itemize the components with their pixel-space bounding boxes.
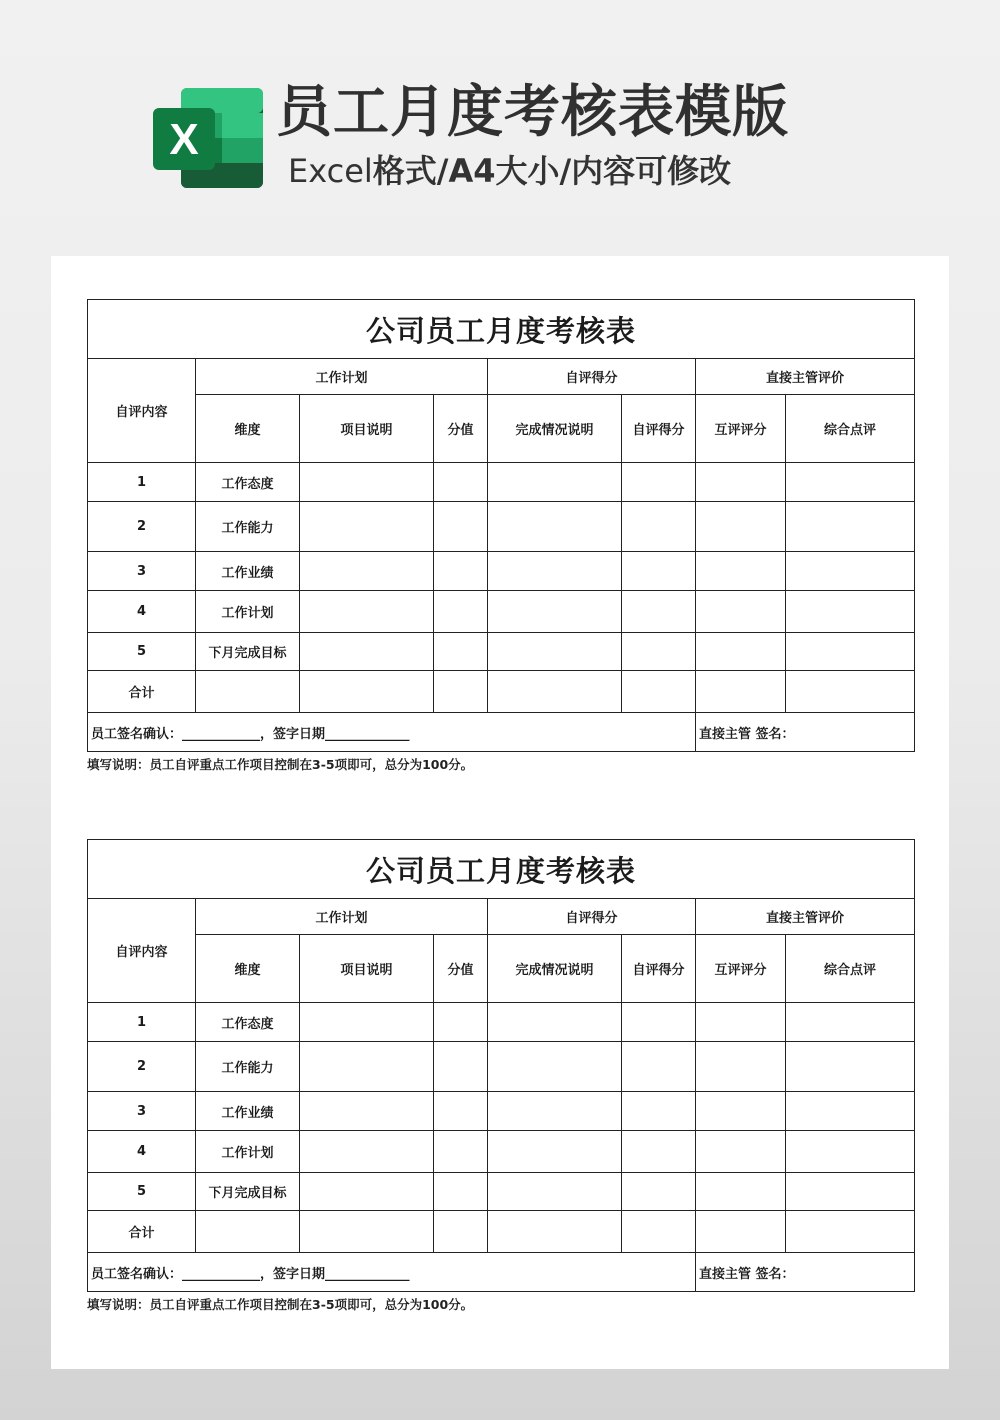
supervisor-signature[interactable]: 直接主管 签名：	[696, 713, 915, 752]
cell-overall[interactable]	[786, 1003, 915, 1042]
cell-self-score[interactable]	[622, 502, 696, 552]
cell-points[interactable]	[434, 1042, 488, 1092]
cell-points[interactable]	[434, 1173, 488, 1211]
employee-signature[interactable]: 员工签名确认：____________，签字日期_____________	[88, 713, 696, 752]
cell-points[interactable]	[434, 633, 488, 671]
row-number: 3	[88, 1092, 196, 1131]
row-number: 1	[88, 1003, 196, 1042]
table-row	[88, 1003, 915, 1042]
employee-signature[interactable]: 员工签名确认：____________，签字日期_____________	[88, 1253, 696, 1292]
cell-item-desc[interactable]	[300, 502, 434, 552]
header-work-plan: 工作计划	[196, 899, 488, 935]
row-number: 4	[88, 591, 196, 633]
header-peer-score: 互评评分	[696, 395, 786, 463]
cell-completion[interactable]	[488, 633, 622, 671]
header-peer-score: 互评评分	[696, 935, 786, 1003]
total-label: 合计	[88, 671, 196, 713]
cell-completion[interactable]	[488, 463, 622, 502]
header-overall: 综合点评	[786, 935, 915, 1003]
appraisal-table	[87, 299, 915, 752]
cell-peer-score[interactable]	[696, 1092, 786, 1131]
cell-self-score[interactable]	[622, 1092, 696, 1131]
header-self-score: 自评得分	[622, 935, 696, 1003]
form-title: 公司员工月度考核表	[88, 300, 915, 359]
cell-points[interactable]	[434, 591, 488, 633]
fill-instructions: 填写说明：员工自评重点工作项目控制在3-5项即可，总分为100分。	[87, 757, 474, 772]
table-row	[88, 463, 915, 502]
row-number: 2	[88, 1042, 196, 1092]
row-dimension: 工作业绩	[196, 552, 300, 591]
cell-self-score[interactable]	[622, 1003, 696, 1042]
cell-item-desc[interactable]	[300, 1003, 434, 1042]
cell-self-score[interactable]	[622, 463, 696, 502]
row-dimension: 工作能力	[196, 502, 300, 552]
total-row	[88, 1211, 915, 1253]
subtitle-details: 格式/A4大小/内容可修改	[372, 152, 732, 190]
cell-points[interactable]	[434, 463, 488, 502]
header-item-desc: 项目说明	[300, 395, 434, 463]
cell-completion[interactable]	[488, 591, 622, 633]
supervisor-signature[interactable]: 直接主管 签名：	[696, 1253, 915, 1292]
header-self-score-group: 自评得分	[488, 899, 696, 935]
header-completion: 完成情况说明	[488, 935, 622, 1003]
appraisal-table	[87, 839, 915, 1292]
cell-points[interactable]	[434, 502, 488, 552]
table-row	[88, 633, 915, 671]
cell-overall[interactable]	[786, 1131, 915, 1173]
row-dimension: 工作态度	[196, 463, 300, 502]
cell-peer-score[interactable]	[696, 463, 786, 502]
header-self-score-group: 自评得分	[488, 359, 696, 395]
cell-item-desc[interactable]	[300, 1092, 434, 1131]
header-supervisor-eval: 直接主管评价	[696, 359, 915, 395]
document-paper	[51, 256, 949, 1369]
cell-completion[interactable]	[488, 1173, 622, 1211]
cell-item-desc[interactable]	[300, 463, 434, 502]
row-dimension: 工作计划	[196, 591, 300, 633]
cell-peer-score[interactable]	[696, 671, 786, 713]
cell-completion[interactable]	[488, 552, 622, 591]
cell-item-desc[interactable]	[300, 1173, 434, 1211]
table-row	[88, 1042, 915, 1092]
row-number: 5	[88, 1173, 196, 1211]
row-number: 2	[88, 502, 196, 552]
row-dimension: 工作能力	[196, 1042, 300, 1092]
cell-peer-score[interactable]	[696, 1211, 786, 1253]
cell-points[interactable]	[434, 1211, 488, 1253]
signature-row	[88, 1253, 915, 1292]
header-points: 分值	[434, 395, 488, 463]
cell-peer-score[interactable]	[696, 1173, 786, 1211]
cell-peer-score[interactable]	[696, 591, 786, 633]
cell-overall[interactable]	[786, 633, 915, 671]
cell-completion[interactable]	[488, 1211, 622, 1253]
total-row	[88, 671, 915, 713]
cell-overall[interactable]	[786, 552, 915, 591]
cell-self-score[interactable]	[622, 552, 696, 591]
cell-completion[interactable]	[488, 1131, 622, 1173]
table-row	[88, 502, 915, 552]
cell-points[interactable]	[434, 1092, 488, 1131]
excel-icon	[153, 88, 263, 188]
table-row	[88, 552, 915, 591]
cell-item-desc[interactable]	[300, 671, 434, 713]
table-row	[88, 1131, 915, 1173]
row-number: 3	[88, 552, 196, 591]
header-dimension: 维度	[196, 395, 300, 463]
table-row	[88, 1092, 915, 1131]
row-dimension: 工作态度	[196, 1003, 300, 1042]
row-number: 5	[88, 633, 196, 671]
cell-points[interactable]	[434, 1003, 488, 1042]
cell-overall[interactable]	[786, 1173, 915, 1211]
cell-overall[interactable]	[786, 671, 915, 713]
row-dimension: 工作计划	[196, 1131, 300, 1173]
cell-peer-score[interactable]	[696, 502, 786, 552]
cell-total-dimension[interactable]	[196, 1211, 300, 1253]
header-self-score: 自评得分	[622, 395, 696, 463]
cell-overall[interactable]	[786, 502, 915, 552]
cell-completion[interactable]	[488, 1092, 622, 1131]
header-self-eval-content: 自评内容	[88, 899, 196, 1003]
cell-overall[interactable]	[786, 1092, 915, 1131]
cell-item-desc[interactable]	[300, 1131, 434, 1173]
row-number: 1	[88, 463, 196, 502]
header-work-plan: 工作计划	[196, 359, 488, 395]
cell-item-desc[interactable]	[300, 552, 434, 591]
row-number: 4	[88, 1131, 196, 1173]
subtitle-excel: Excel	[288, 152, 373, 190]
cell-self-score[interactable]	[622, 633, 696, 671]
cell-points[interactable]	[434, 671, 488, 713]
row-dimension: 下月完成目标	[196, 633, 300, 671]
page-header	[0, 0, 1000, 250]
header-completion: 完成情况说明	[488, 395, 622, 463]
cell-overall[interactable]	[786, 591, 915, 633]
cell-overall[interactable]	[786, 1042, 915, 1092]
row-dimension: 下月完成目标	[196, 1173, 300, 1211]
table-row	[88, 1173, 915, 1211]
excel-logo-letter: X	[169, 115, 199, 164]
cell-points[interactable]	[434, 1131, 488, 1173]
cell-peer-score[interactable]	[696, 633, 786, 671]
cell-overall[interactable]	[786, 1211, 915, 1253]
cell-self-score[interactable]	[622, 1042, 696, 1092]
page-title: 员工月度考核表模版	[276, 80, 789, 145]
cell-self-score[interactable]	[622, 671, 696, 713]
cell-item-desc[interactable]	[300, 1042, 434, 1092]
header-dimension: 维度	[196, 935, 300, 1003]
cell-peer-score[interactable]	[696, 1042, 786, 1092]
cell-total-dimension[interactable]	[196, 671, 300, 713]
appraisal-form-2	[87, 839, 914, 1314]
page-subtitle	[288, 148, 988, 194]
cell-item-desc[interactable]	[300, 633, 434, 671]
cell-item-desc[interactable]	[300, 591, 434, 633]
header-self-eval-content: 自评内容	[88, 359, 196, 463]
total-label: 合计	[88, 1211, 196, 1253]
cell-item-desc[interactable]	[300, 1211, 434, 1253]
header-overall: 综合点评	[786, 395, 915, 463]
cell-points[interactable]	[434, 552, 488, 591]
cell-self-score[interactable]	[622, 1131, 696, 1173]
form-title: 公司员工月度考核表	[88, 840, 915, 899]
cell-peer-score[interactable]	[696, 552, 786, 591]
header-supervisor-eval: 直接主管评价	[696, 899, 915, 935]
table-row	[88, 591, 915, 633]
cell-completion[interactable]	[488, 502, 622, 552]
fill-instructions: 填写说明：员工自评重点工作项目控制在3-5项即可，总分为100分。	[87, 1297, 474, 1312]
header-points: 分值	[434, 935, 488, 1003]
row-dimension: 工作业绩	[196, 1092, 300, 1131]
cell-self-score[interactable]	[622, 1173, 696, 1211]
cell-peer-score[interactable]	[696, 1003, 786, 1042]
appraisal-form-1	[87, 299, 914, 774]
header-item-desc: 项目说明	[300, 935, 434, 1003]
cell-completion[interactable]	[488, 1042, 622, 1092]
cell-self-score[interactable]	[622, 1211, 696, 1253]
cell-overall[interactable]	[786, 463, 915, 502]
cell-self-score[interactable]	[622, 591, 696, 633]
signature-row	[88, 713, 915, 752]
cell-completion[interactable]	[488, 671, 622, 713]
cell-completion[interactable]	[488, 1003, 622, 1042]
cell-peer-score[interactable]	[696, 1131, 786, 1173]
